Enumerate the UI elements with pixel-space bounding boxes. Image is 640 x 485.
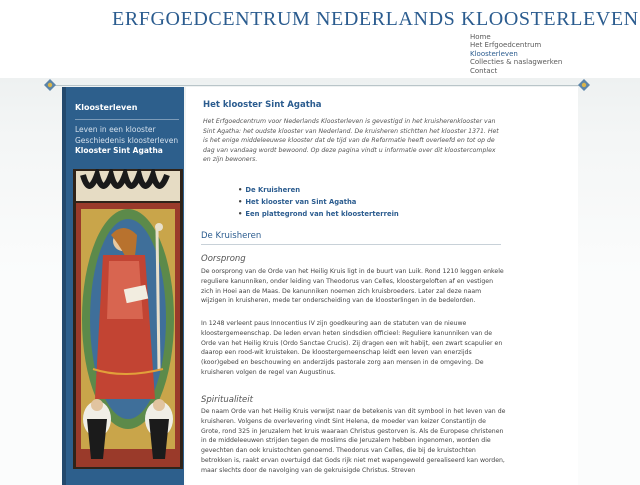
sidebar-menu <box>75 125 178 157</box>
sidebar-heading: Kloosterleven <box>75 103 138 112</box>
nav-erfgoedcentrum[interactable]: Het Erfgoedcentrum <box>470 41 542 50</box>
nav-kloosterleven[interactable]: Kloosterleven <box>470 49 518 58</box>
intro-text: Het Erfgoedcentrum voor Nederlands Kloosterleven is gevestigd in het kruisherenklooster van Sint Agatha: het oudste klooster van Nederland. De kruisheren stichtten het klooster 1371. Het is het enige middeleeuwse klooster dat de tijd van de Reformatie heeft overleefd en tot op de dag van vandaag wordt bewoond. Op deze pagina vindt u informatie over dit kloostercomplex en zijn bewoners. <box>203 118 499 164</box>
sidebar-divider <box>75 119 179 120</box>
bullet-icon: • <box>238 186 243 194</box>
paragraph-oorsprong: De oorsprong van de Orde van het Heilig Kruis ligt in de buurt van Luik. Rond 1210 leggen enkele reguliere kanunniken, onder leiding van Theodorus van Celles, kloostergeloften af en vestigen zich in Hoei aan de Maas. De kanunniken noemen zich kruisbroeders. Later zal deze naam wijzigen in kruisheren, mede ter onderscheiding van de kloosterlingen in de bedelorden. <box>201 268 504 305</box>
ornament-left-icon <box>44 79 56 91</box>
anchor-plattegrond[interactable]: • Een plattegrond van het kloosterterrein <box>238 210 399 218</box>
site-title[interactable]: ERFGOEDCENTRUM NEDERLANDS KLOOSTERLEVEN <box>112 8 639 30</box>
sidebar-item-sint-agatha[interactable]: Klooster Sint Agatha <box>75 146 163 155</box>
main-content <box>186 87 578 485</box>
sidebar-item-geschiedenis[interactable]: Geschiedenis kloosterleven <box>75 135 179 145</box>
bullet-icon: • <box>238 198 243 206</box>
anchor-klooster[interactable]: • Het klooster van Sint Agatha <box>238 198 357 206</box>
nav-collecties[interactable]: Collecties & naslagwerken <box>470 58 563 67</box>
sidebar <box>66 87 184 485</box>
manuscript-illustration <box>73 169 183 469</box>
nav-home[interactable]: Home <box>470 33 491 41</box>
section-title: De Kruisheren <box>201 231 262 241</box>
bullet-icon: • <box>238 210 243 218</box>
nav-contact[interactable]: Contact <box>470 66 498 75</box>
ornament-right-icon <box>578 79 590 91</box>
sidebar-item-leven[interactable]: Leven in een klooster <box>75 125 156 134</box>
anchor-list <box>238 184 399 220</box>
subheading-oorsprong: Oorsprong <box>201 254 246 264</box>
anchor-kruisheren[interactable]: • De Kruisheren <box>238 186 301 194</box>
header-divider <box>55 85 583 86</box>
paragraph-spiritualiteit: De naam Orde van het Heilig Kruis verwijst naar de betekenis van dit symbool in het leven van de kruisheren. Volgens de overlevering vindt Sint Helena, de moeder van keizer Constantijn de Grote, rond 325 in Jeruzalem het kruis waaraan Christus gestorven is. Als de Europese christenen in de middeleeuwen strijden tegen de moslims die Jeruzalem hebben ingenomen, worden die gevechten dan ook kruistochten genoemd. Theodorus van Celles, die bij de kruistochten betrokken is, raakt ervan overtuigd dat Gods rijk niet met wapengeweld gerealiseerd kan worden, maar slechts door de navolging van de gekruisigde Christus. Streven <box>201 408 506 474</box>
subheading-spiritualiteit: Spiritualiteit <box>201 395 253 405</box>
top-navigation <box>470 33 562 75</box>
section-divider <box>201 244 501 245</box>
paragraph-statuten: In 1248 verleent paus Innocentius IV zijn goedkeuring aan de statuten van de nieuwe kloostergemeenschap. De leden ervan heten sindsdien officieel: Reguliere kanunniken van de Orde van het Heilig Kruis (Ordo Sanctae Crucis). Zij dragen een wit habijt, een zwart scapulier en daarop een rood-wit kruisteken. De kloostergemeenschap leidt een leven van enerzijds (koor)gebed en beschouwing en anderzijds pastorale zorg aan mensen in de omgeving. De kruisheren volgen de regel van Augustinus. <box>201 320 503 376</box>
page-title: Het klooster Sint Agatha <box>203 100 322 110</box>
